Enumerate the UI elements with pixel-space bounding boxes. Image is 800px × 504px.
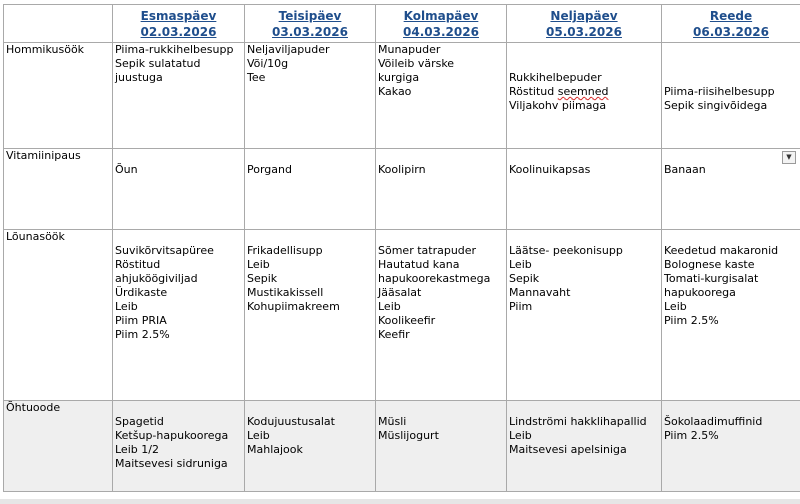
menu-item: Koolipirn bbox=[378, 163, 426, 176]
day-header-monday[interactable] bbox=[113, 5, 245, 43]
menu-item: juustuga bbox=[115, 71, 163, 84]
menu-item: Sepik sulatatud bbox=[115, 57, 201, 70]
menu-cell[interactable] bbox=[245, 149, 376, 230]
menu-item: Piim PRIA bbox=[115, 314, 167, 327]
menu-item: Sepik singivõidega bbox=[664, 99, 768, 112]
menu-cell[interactable] bbox=[376, 43, 507, 149]
menu-item: Leib 1/2 bbox=[115, 443, 159, 456]
day-date[interactable]: 02.03.2026 bbox=[140, 25, 217, 39]
menu-item: Röstitud seemned bbox=[509, 85, 609, 98]
breakfast-row bbox=[4, 43, 800, 149]
menu-item: Tomati-kurgisalat bbox=[664, 272, 759, 285]
day-date[interactable]: 06.03.2026 bbox=[693, 25, 769, 39]
row-label bbox=[4, 230, 113, 401]
menu-cell[interactable] bbox=[662, 230, 800, 401]
menu-item bbox=[378, 401, 504, 415]
menu-item: Keefir bbox=[378, 328, 410, 341]
menu-item: Kodujuustusalat bbox=[247, 415, 335, 428]
menu-item bbox=[664, 43, 798, 57]
menu-item: Ketšup-hapukoorega bbox=[115, 429, 229, 442]
menu-item: Sepik bbox=[247, 272, 278, 285]
menu-item: Frikadellisupp bbox=[247, 244, 323, 257]
row-label bbox=[4, 401, 113, 492]
menu-item: Šokolaadimuffinid bbox=[664, 415, 763, 428]
menu-item bbox=[378, 230, 504, 244]
menu-cell[interactable] bbox=[376, 149, 507, 230]
menu-item bbox=[509, 230, 659, 244]
menu-cell[interactable] bbox=[113, 43, 245, 149]
evening-snack-row bbox=[4, 401, 800, 492]
menu-item: Keedetud makaronid bbox=[664, 244, 779, 257]
menu-cell[interactable] bbox=[662, 401, 800, 492]
menu-item: hapukoorega bbox=[664, 286, 736, 299]
menu-cell[interactable] bbox=[245, 230, 376, 401]
menu-item bbox=[509, 149, 659, 163]
menu-item: Leib bbox=[378, 300, 401, 313]
header-corner bbox=[4, 5, 113, 43]
menu-item bbox=[664, 149, 798, 163]
menu-item: Leib bbox=[247, 429, 270, 442]
menu-item: Spagetid bbox=[115, 415, 164, 428]
menu-item: kurgiga bbox=[378, 71, 420, 84]
menu-item: Piima-riisihelbesupp bbox=[664, 85, 775, 98]
header-row bbox=[4, 5, 800, 43]
menu-item: Piim 2.5% bbox=[664, 314, 719, 327]
menu-item: Jääsalat bbox=[378, 286, 422, 299]
day-header-wednesday[interactable] bbox=[376, 5, 507, 43]
menu-item bbox=[509, 43, 659, 57]
menu-item: Piim 2.5% bbox=[664, 429, 719, 442]
menu-item: Sepik bbox=[509, 272, 540, 285]
menu-item bbox=[247, 149, 373, 163]
day-date[interactable]: 04.03.2026 bbox=[403, 25, 479, 39]
row-label bbox=[4, 149, 113, 230]
row-label bbox=[4, 43, 113, 149]
menu-item bbox=[509, 57, 659, 71]
menu-item: Leib bbox=[509, 258, 532, 271]
menu-item: Läätse- peekonisupp bbox=[509, 244, 623, 257]
menu-cell[interactable] bbox=[662, 149, 800, 230]
menu-item: Ürdikaste bbox=[115, 286, 168, 299]
day-name[interactable]: Teisipäev bbox=[278, 9, 342, 23]
menu-item: Bolognese kaste bbox=[664, 258, 755, 271]
menu-cell[interactable] bbox=[113, 230, 245, 401]
menu-item: Sõmer tatrapuder bbox=[378, 244, 477, 257]
horizontal-scrollbar[interactable] bbox=[0, 499, 800, 504]
day-name[interactable]: Reede bbox=[709, 9, 753, 23]
menu-item bbox=[509, 401, 659, 415]
row-label-text: Vitamiinipaus bbox=[6, 149, 81, 162]
menu-item: Tee bbox=[247, 71, 266, 84]
menu-cell[interactable] bbox=[376, 401, 507, 492]
menu-item bbox=[664, 57, 798, 71]
row-label-text: Hommikusöök bbox=[6, 43, 85, 56]
menu-cell[interactable] bbox=[113, 149, 245, 230]
menu-item: Maitsevesi apelsiniga bbox=[509, 443, 627, 456]
menu-item: Banaan bbox=[664, 163, 706, 176]
menu-item: Munapuder bbox=[378, 43, 441, 56]
day-header-thursday[interactable] bbox=[507, 5, 662, 43]
menu-table bbox=[3, 4, 800, 492]
menu-item: Kohupiimakreem bbox=[247, 300, 340, 313]
day-header-friday[interactable] bbox=[662, 5, 800, 43]
menu-item: Kakao bbox=[378, 85, 412, 98]
menu-item: Leib bbox=[509, 429, 532, 442]
day-header-tuesday[interactable] bbox=[245, 5, 376, 43]
menu-item: Mustikakissell bbox=[247, 286, 324, 299]
menu-item: Koolikeefir bbox=[378, 314, 436, 327]
menu-item: Röstitud bbox=[115, 258, 161, 271]
vitamin-break-row bbox=[4, 149, 800, 230]
menu-item: Mannavaht bbox=[509, 286, 571, 299]
menu-item: Neljaviljapuder bbox=[247, 43, 330, 56]
menu-item: Piim 2.5% bbox=[115, 328, 170, 341]
menu-item: Või/10g bbox=[247, 57, 289, 70]
menu-item: hapukoorekastmega bbox=[378, 272, 491, 285]
menu-item bbox=[664, 71, 798, 85]
day-name[interactable]: Neljapäev bbox=[550, 9, 618, 23]
menu-item bbox=[247, 230, 373, 244]
day-date[interactable]: 03.03.2026 bbox=[272, 25, 348, 39]
row-label-text: Õhtuoode bbox=[6, 401, 61, 414]
menu-cell[interactable] bbox=[507, 149, 662, 230]
menu-cell[interactable] bbox=[507, 230, 662, 401]
menu-item: Leib bbox=[247, 258, 270, 271]
menu-cell[interactable] bbox=[662, 43, 800, 149]
menu-item: Koolinuikapsas bbox=[509, 163, 591, 176]
menu-item: Mahlajook bbox=[247, 443, 303, 456]
day-name[interactable]: Kolmapäev bbox=[403, 9, 479, 23]
menu-item bbox=[115, 149, 242, 163]
menu-item: Lindströmi hakklihapallid bbox=[509, 415, 647, 428]
menu-item: Müslijogurt bbox=[378, 429, 439, 442]
menu-item: Õun bbox=[115, 163, 138, 176]
menu-item: Suvikõrvitsapüree bbox=[115, 244, 214, 257]
menu-item bbox=[664, 401, 798, 415]
menu-item: Viljakohv piimaga bbox=[509, 99, 607, 112]
menu-item: Maitsevesi sidruniga bbox=[115, 457, 228, 470]
menu-item bbox=[664, 230, 798, 244]
menu-item: Müsli bbox=[378, 415, 407, 428]
menu-item: Piima-rukkihelbesupp bbox=[115, 43, 234, 56]
chevron-down-icon[interactable]: ▼ bbox=[782, 151, 796, 164]
menu-cell[interactable] bbox=[507, 401, 662, 492]
menu-item: ahjuköögiviljad bbox=[115, 272, 198, 285]
menu-item: Porgand bbox=[247, 163, 292, 176]
menu-item: Piim bbox=[509, 300, 533, 313]
menu-item bbox=[115, 230, 242, 244]
menu-item bbox=[247, 401, 373, 415]
menu-cell[interactable] bbox=[245, 401, 376, 492]
menu-item: Rukkihelbepuder bbox=[509, 71, 602, 84]
menu-item: Võileib värske bbox=[378, 57, 455, 70]
menu-item: Leib bbox=[115, 300, 138, 313]
menu-item bbox=[378, 149, 504, 163]
lunch-row bbox=[4, 230, 800, 401]
day-name[interactable]: Esmaspäev bbox=[140, 9, 217, 23]
day-date[interactable]: 05.03.2026 bbox=[546, 25, 622, 39]
menu-item bbox=[115, 401, 242, 415]
row-label-text: Lõunasöök bbox=[6, 230, 65, 243]
menu-cell[interactable] bbox=[507, 43, 662, 149]
menu-cell[interactable] bbox=[113, 401, 245, 492]
menu-item: Hautatud kana bbox=[378, 258, 460, 271]
menu-item: Leib bbox=[664, 300, 687, 313]
menu-cell[interactable] bbox=[376, 230, 507, 401]
menu-cell[interactable] bbox=[245, 43, 376, 149]
